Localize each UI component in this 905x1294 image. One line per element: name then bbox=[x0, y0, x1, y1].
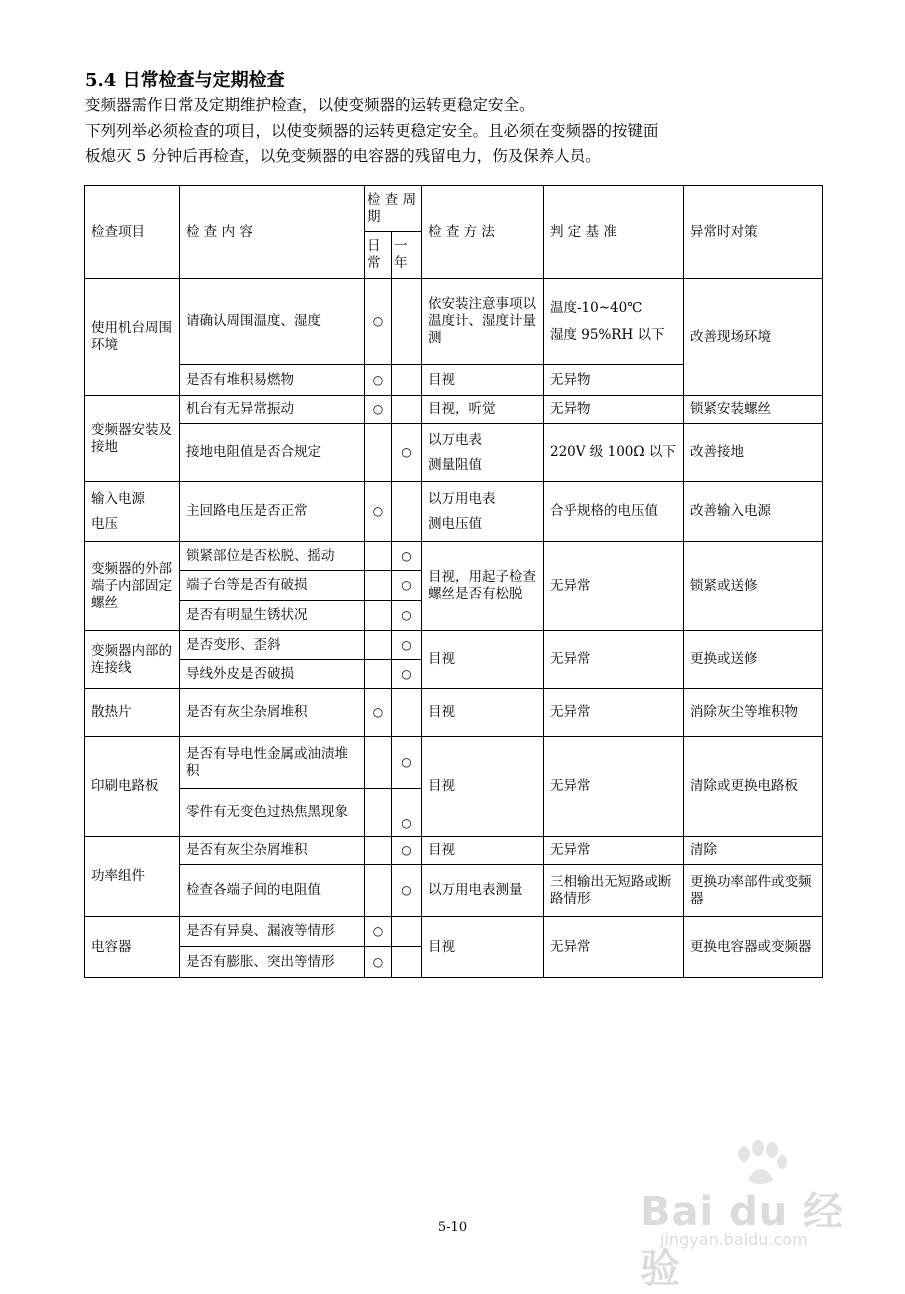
intro-line-1: 变频器需作日常及定期维护检查，以使变频器的运转更稳定安全。 bbox=[85, 96, 535, 114]
method-module-dust: 目视 bbox=[422, 837, 544, 865]
criteria-capacitor: 无异常 bbox=[544, 917, 684, 978]
method-capacitor: 目视 bbox=[422, 917, 544, 978]
criteria-grounding: 220V 级 100Ω 以下 bbox=[544, 424, 684, 482]
daily-empty bbox=[365, 542, 392, 571]
criteria-terminals: 无异常 bbox=[544, 542, 684, 631]
method-grounding-line-1: 以万电表 bbox=[428, 431, 482, 448]
daily-mark: ○ bbox=[365, 689, 392, 737]
action-grounding: 改善接地 bbox=[684, 424, 823, 482]
daily-empty bbox=[365, 601, 392, 631]
yearly-mark: ○ bbox=[392, 660, 422, 689]
yearly-empty bbox=[392, 396, 422, 424]
content-temp-humidity: 请确认周围温度、湿度 bbox=[180, 279, 365, 365]
watermark bbox=[640, 1140, 870, 1292]
item-installation: 变频器安装及接地 bbox=[85, 396, 180, 482]
yearly-empty bbox=[392, 279, 422, 365]
criteria-pcb: 无异常 bbox=[544, 737, 684, 837]
yearly-mark: ○ bbox=[392, 571, 422, 601]
action-terminals: 锁紧或送修 bbox=[684, 542, 823, 631]
item-input-power bbox=[85, 482, 180, 542]
criteria-flammables: 无异物 bbox=[544, 365, 684, 396]
method-terminals: 目视，用起子检查螺丝是否有松脱 bbox=[422, 542, 544, 631]
yearly-mark: ○ bbox=[392, 424, 422, 482]
daily-empty bbox=[365, 837, 392, 865]
yearly-empty bbox=[392, 365, 422, 396]
yearly-mark: ○ bbox=[392, 601, 422, 631]
header-action: 异常时对策 bbox=[684, 186, 823, 279]
content-deformation: 是否变形、歪斜 bbox=[180, 631, 365, 660]
action-capacitor: 更换电容器或变频器 bbox=[684, 917, 823, 978]
content-loose-parts: 锁紧部位是否松脱、摇动 bbox=[180, 542, 365, 571]
content-capacitor-bulge: 是否有膨胀、突出等情形 bbox=[180, 947, 365, 978]
header-method: 检 查 方 法 bbox=[422, 186, 544, 279]
yearly-mark: ○ bbox=[392, 737, 422, 789]
header-item: 检查项目 bbox=[85, 186, 180, 279]
yearly-mark: ○ bbox=[392, 542, 422, 571]
content-flammables: 是否有堆积易燃物 bbox=[180, 365, 365, 396]
content-capacitor-leak: 是否有异臭、漏液等情形 bbox=[180, 917, 365, 947]
criteria-wiring: 无异常 bbox=[544, 631, 684, 689]
header-content: 检 查 内 容 bbox=[180, 186, 365, 279]
header-yearly: 一年 bbox=[392, 232, 422, 279]
content-terminal-damage: 端子台等是否有破损 bbox=[180, 571, 365, 601]
method-voltage bbox=[422, 482, 544, 542]
daily-empty bbox=[365, 660, 392, 689]
daily-mark: ○ bbox=[365, 365, 392, 396]
content-vibration: 机台有无异常振动 bbox=[180, 396, 365, 424]
method-wiring: 目视 bbox=[422, 631, 544, 689]
daily-empty bbox=[365, 789, 392, 837]
daily-empty bbox=[365, 571, 392, 601]
yearly-empty bbox=[392, 917, 422, 947]
watermark-url: jingyan.baidu.com bbox=[660, 1230, 808, 1249]
criteria-voltage: 合乎规格的电压值 bbox=[544, 482, 684, 542]
item-environment: 使用机台周围环境 bbox=[85, 279, 180, 396]
item-pcb: 印刷电路板 bbox=[85, 737, 180, 837]
item-input-power-line-1: 输入电源 bbox=[91, 490, 145, 507]
method-flammables: 目视 bbox=[422, 365, 544, 396]
content-module-dust: 是否有灰尘杂屑堆积 bbox=[180, 837, 365, 865]
criteria-heatsink: 无异常 bbox=[544, 689, 684, 737]
method-temp-humidity: 依安装注意事项以温度计、湿度计量测 bbox=[422, 279, 544, 365]
intro-line-2: 下列列举必须检查的项目，以使变频器的运转更稳定安全。且必须在变频器的按键面 bbox=[85, 122, 659, 140]
daily-empty bbox=[365, 865, 392, 917]
item-internal-wiring: 变频器内部的连接线 bbox=[85, 631, 180, 689]
daily-mark: ○ bbox=[365, 396, 392, 424]
item-heatsink: 散热片 bbox=[85, 689, 180, 737]
method-heatsink: 目视 bbox=[422, 689, 544, 737]
daily-empty bbox=[365, 737, 392, 789]
header-criteria: 判 定 基 准 bbox=[544, 186, 684, 279]
content-grounding: 接地电阻值是否合规定 bbox=[180, 424, 365, 482]
action-pcb: 清除或更换电路板 bbox=[684, 737, 823, 837]
method-pcb: 目视 bbox=[422, 737, 544, 837]
daily-mark: ○ bbox=[365, 279, 392, 365]
criteria-vibration: 无异物 bbox=[544, 396, 684, 424]
criteria-temp-humidity bbox=[544, 279, 684, 365]
daily-mark: ○ bbox=[365, 947, 392, 978]
daily-mark: ○ bbox=[365, 917, 392, 947]
intro-line-3: 板熄灭 5 分钟后再检查，以免变频器的电容器的残留电力，伤及保养人员。 bbox=[85, 147, 601, 165]
item-input-power-line-2: 电压 bbox=[91, 515, 118, 532]
daily-mark: ○ bbox=[365, 482, 392, 542]
method-voltage-line-1: 以万用电表 bbox=[428, 490, 496, 507]
method-grounding-line-2: 测量阻值 bbox=[428, 456, 482, 473]
daily-empty bbox=[365, 424, 392, 482]
method-voltage-line-2: 测电压值 bbox=[428, 515, 482, 532]
action-module-resistance: 更换功率部件或变频器 bbox=[684, 865, 823, 917]
action-wiring: 更换或送修 bbox=[684, 631, 823, 689]
yearly-mark: ○ bbox=[392, 631, 422, 660]
yearly-mark: ○ bbox=[392, 837, 422, 865]
content-pcb-deposits: 是否有导电性金属或油渍堆积 bbox=[180, 737, 365, 789]
header-daily: 日常 bbox=[365, 232, 392, 279]
action-voltage: 改善输入电源 bbox=[684, 482, 823, 542]
action-vibration: 锁紧安装螺丝 bbox=[684, 396, 823, 424]
item-terminals: 变频器的外部端子内部固定螺丝 bbox=[85, 542, 180, 631]
method-grounding bbox=[422, 424, 544, 482]
action-module-dust: 清除 bbox=[684, 837, 823, 865]
action-environment: 改善现场环境 bbox=[684, 279, 823, 396]
content-heatsink-dust: 是否有灰尘杂屑堆积 bbox=[180, 689, 365, 737]
section-title: 5.4 日常检查与定期检查 bbox=[85, 70, 285, 91]
inspection-table bbox=[84, 185, 823, 978]
content-rust: 是否有明显生锈状况 bbox=[180, 601, 365, 631]
yearly-empty bbox=[392, 482, 422, 542]
daily-empty bbox=[365, 631, 392, 660]
criteria-humidity: 湿度 95%RH 以下 bbox=[550, 326, 665, 343]
method-module-resistance: 以万用电表测量 bbox=[422, 865, 544, 917]
header-period: 检 查 周期 bbox=[365, 186, 422, 232]
content-main-voltage: 主回路电压是否正常 bbox=[180, 482, 365, 542]
content-insulation: 导线外皮是否破损 bbox=[180, 660, 365, 689]
content-module-resistance: 检查各端子间的电阻值 bbox=[180, 865, 365, 917]
criteria-module-resistance: 三相输出无短路或断路情形 bbox=[544, 865, 684, 917]
yearly-empty bbox=[392, 689, 422, 737]
yearly-mark: ○ bbox=[392, 865, 422, 917]
criteria-module-dust: 无异常 bbox=[544, 837, 684, 865]
criteria-temperature: 温度-10~40℃ bbox=[550, 299, 643, 316]
method-vibration: 目视，听觉 bbox=[422, 396, 544, 424]
content-pcb-overheat: 零件有无变色过热焦黑现象 bbox=[180, 789, 365, 837]
yearly-empty bbox=[392, 947, 422, 978]
page-number: 5-10 bbox=[437, 1220, 468, 1235]
watermark-brand: Bai du 经验 bbox=[640, 1189, 845, 1292]
item-power-module: 功率组件 bbox=[85, 837, 180, 917]
yearly-mark: ○ bbox=[392, 789, 422, 837]
item-capacitor: 电容器 bbox=[85, 917, 180, 978]
action-heatsink: 消除灰尘等堆积物 bbox=[684, 689, 823, 737]
